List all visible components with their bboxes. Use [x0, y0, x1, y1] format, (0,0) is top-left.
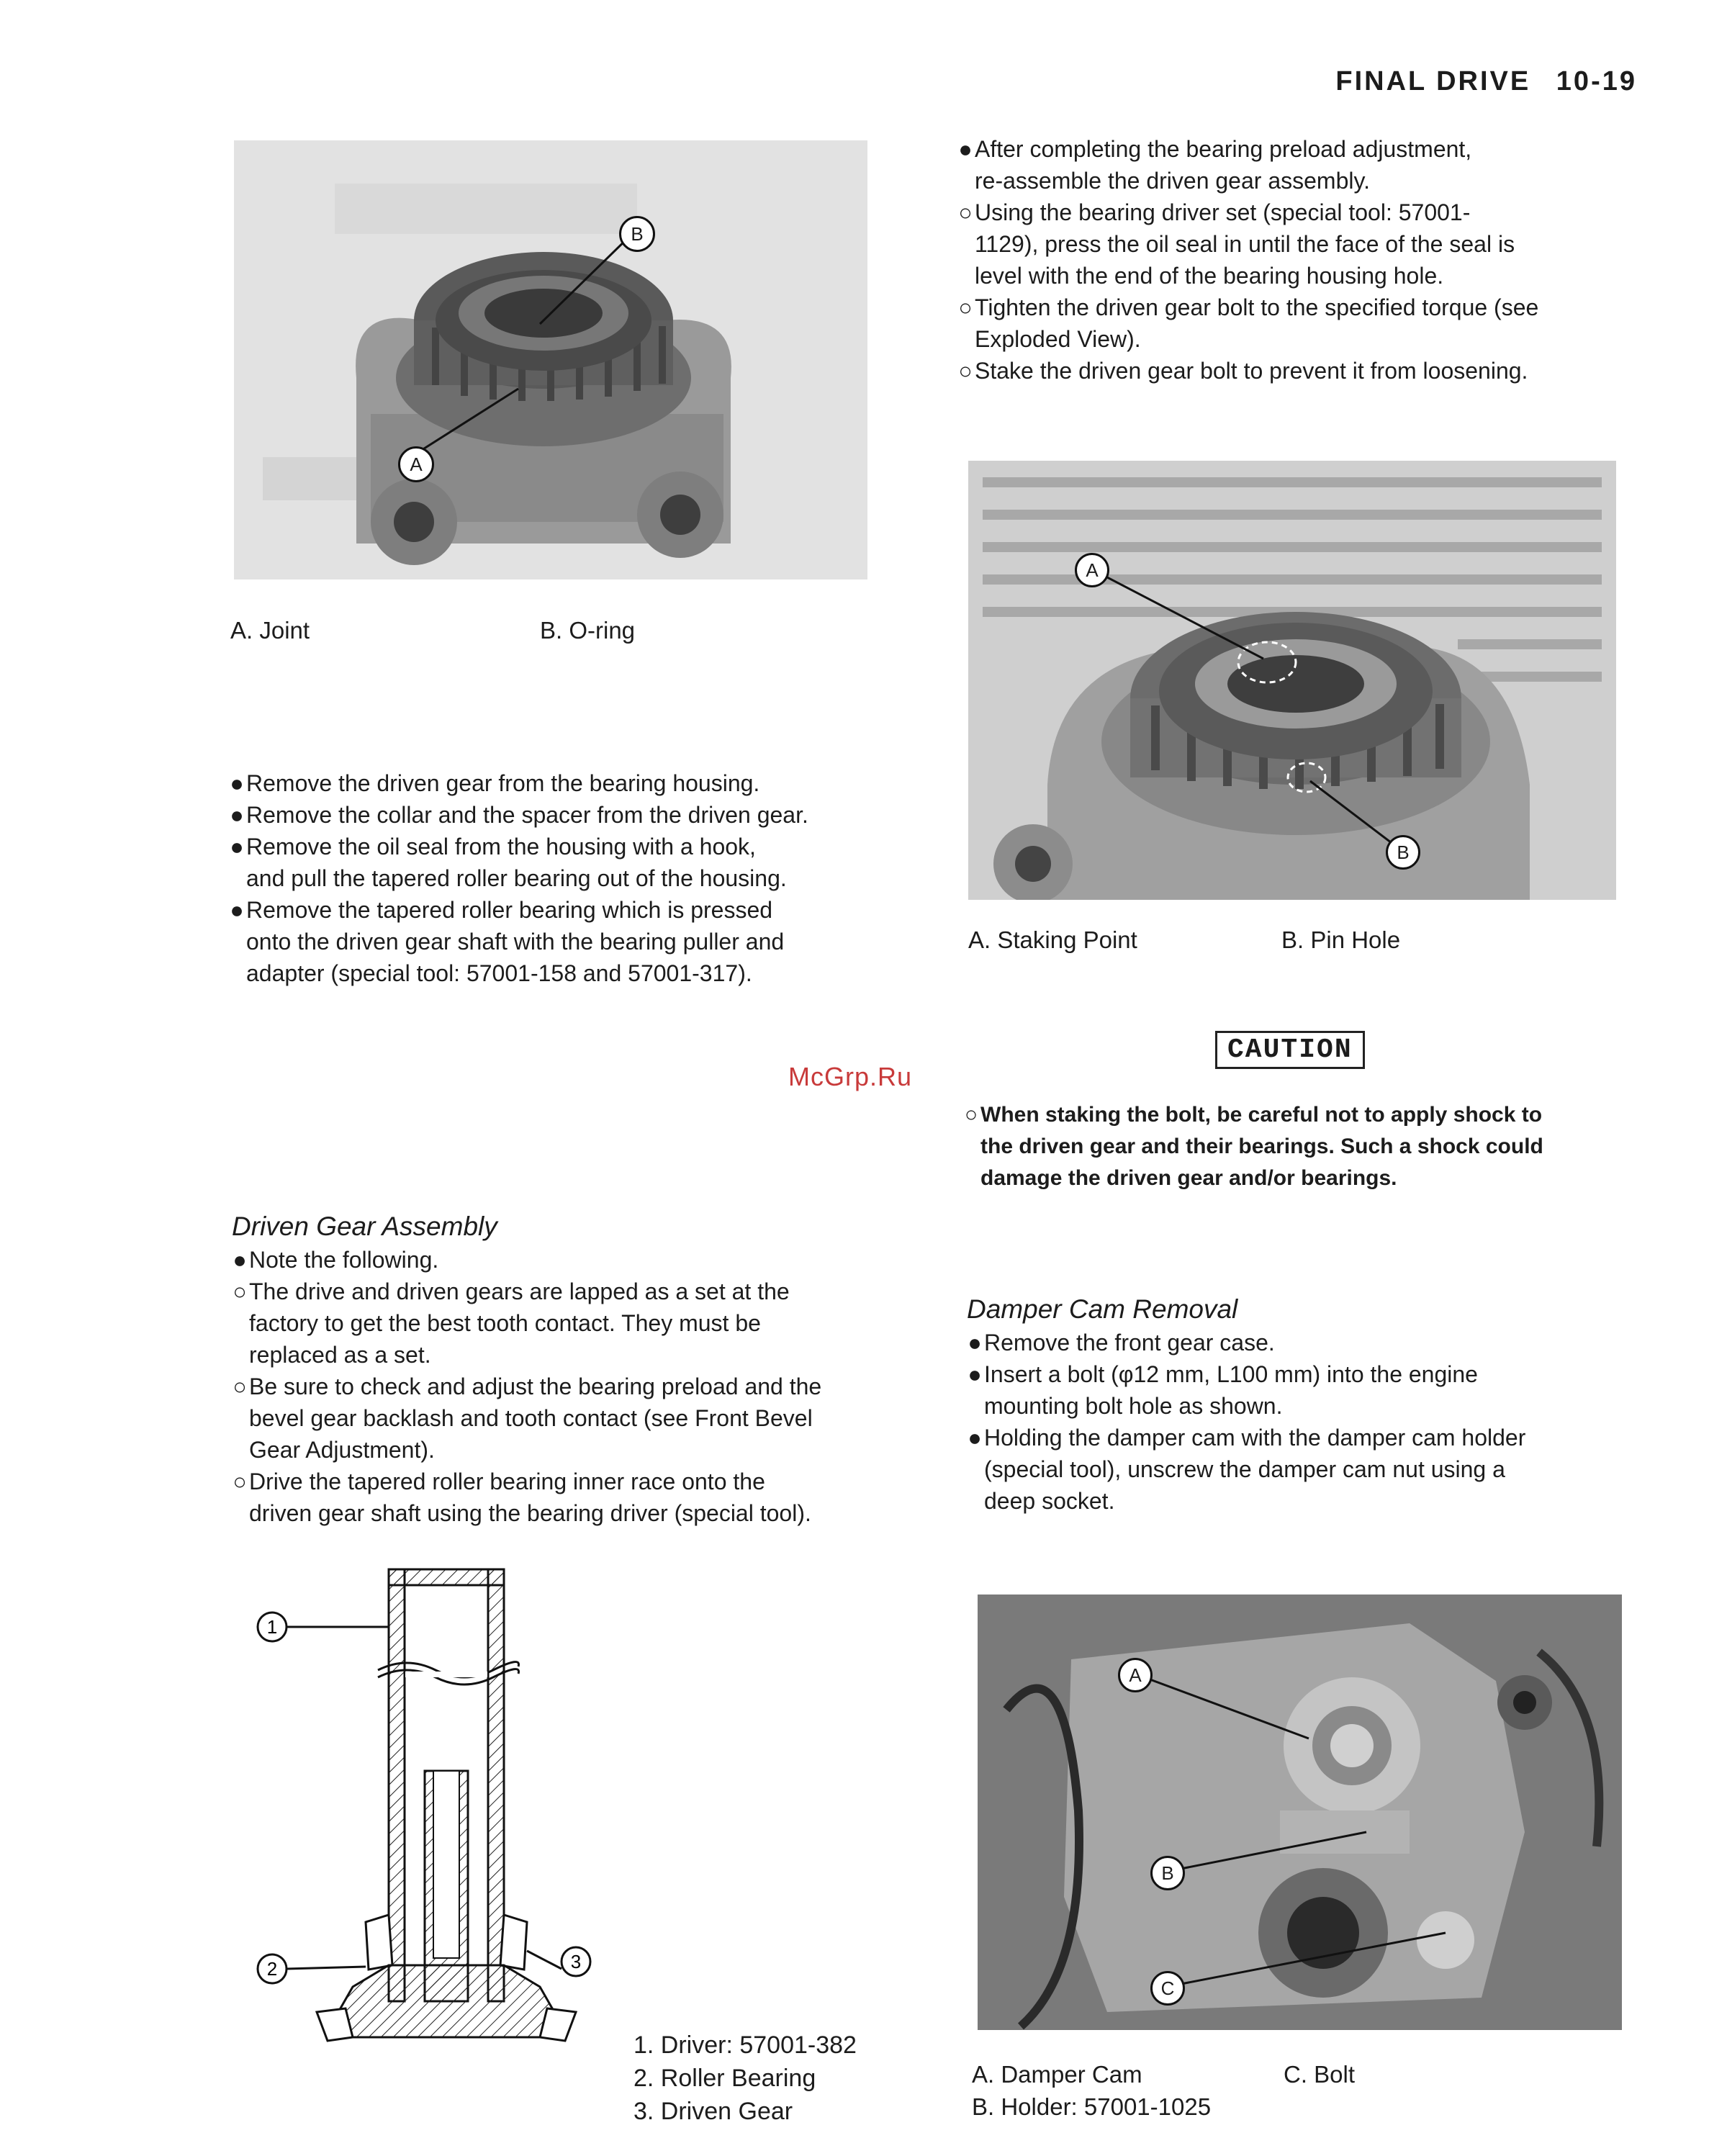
legend-item-2: 2. Roller Bearing — [633, 2065, 816, 2092]
reassembly-step: ○ Using the bearing driver set (special tool: 57001- 1129), press the oil seal in until the face of the seal is level with the end of the bearing housing hole. — [958, 199, 1515, 289]
section-title: FINAL DRIVE — [1335, 66, 1531, 96]
page-number: 10-19 — [1556, 66, 1637, 96]
callout-a: A — [1118, 1658, 1153, 1692]
assembly-step: ○ The drive and driven gears are lapped as a set at the factory to get the best tooth contact. They must be replaced as a set. — [233, 1278, 790, 1368]
figure-joint-oring-art — [234, 140, 867, 579]
diagram-callout-2: 2 — [266, 1958, 278, 1980]
callout-b: B — [619, 216, 655, 252]
assembly-heading: Driven Gear Assembly — [232, 1212, 497, 1241]
damper-section — [967, 1292, 1525, 1517]
legend-item-1: 1. Driver: 57001-382 — [633, 2031, 857, 2059]
removal-step: ● Remove the driven gear from the bearing housing. — [230, 770, 760, 796]
callout-b: B — [1386, 835, 1420, 870]
callout-b: B — [1150, 1856, 1185, 1890]
figure-staking-photo — [968, 461, 1616, 900]
figure3-caption-c: C. Bolt — [1284, 2061, 1356, 2088]
assembly-step: ○ Be sure to check and adjust the bearing preload and the bevel gear backlash and tooth contact (see Front Bevel Gear Adjustment). — [233, 1374, 822, 1463]
bearing-driver-diagram — [245, 1562, 605, 2066]
damper-heading: Damper Cam Removal — [967, 1294, 1238, 1324]
watermark: McGrp.Ru — [788, 1062, 913, 1091]
figure-damper-cam-art — [978, 1595, 1622, 2030]
figure-staking-art — [968, 461, 1616, 900]
figure2-caption-a: A. Staking Point — [968, 926, 1137, 953]
damper-step: ● Remove the front gear case. — [968, 1330, 1275, 1356]
diagram-callout-3: 3 — [570, 1951, 582, 1972]
assembly-step: ● Note the following. — [233, 1247, 439, 1273]
removal-step: ● Remove the tapered roller bearing which is pressed onto the driven gear shaft with the bearing puller and adapter (special tool: 57001-158 and 57001-317). — [230, 897, 785, 986]
figure-damper-cam-photo — [978, 1595, 1622, 2030]
caution-label: CAUTION — [1215, 1031, 1365, 1069]
reassembly-step: ○ Stake the driven gear bolt to prevent it from loosening. — [958, 358, 1528, 384]
figure1-caption-a: A. Joint — [230, 617, 310, 644]
removal-step: ● Remove the collar and the spacer from the driven gear. — [230, 802, 808, 828]
removal-step: ● Remove the oil seal from the housing with a hook, and pull the tapered roller bearing out of the housing. — [230, 834, 787, 891]
figure3-caption-b: B. Holder: 57001-1025 — [972, 2093, 1212, 2120]
assembly-section — [232, 1209, 821, 1529]
removal-steps — [229, 767, 808, 989]
diagram-callout-1: 1 — [266, 1616, 278, 1638]
page-header — [1335, 66, 1637, 97]
assembly-step: ○ Drive the tapered roller bearing inner race onto the driven gear shaft using the bearing driver (special tool). — [233, 1469, 811, 1526]
legend-item-3: 3. Driven Gear — [633, 2098, 793, 2125]
diagram-legend — [633, 2029, 857, 2128]
reassembly-step: ○ Tighten the driven gear bolt to the specified torque (see Exploded View). — [958, 294, 1539, 352]
callout-a: A — [398, 446, 434, 482]
reassembly-step: ● After completing the bearing preload adjustment, re-assemble the driven gear assembly. — [958, 136, 1472, 194]
figure3-caption-a: A. Damper Cam — [972, 2061, 1142, 2088]
callout-c: C — [1150, 1971, 1185, 2006]
callout-a: A — [1075, 553, 1109, 587]
figure-joint-oring-photo — [234, 140, 867, 579]
figure2-caption-b: B. Pin Hole — [1281, 926, 1401, 953]
figure1-caption-b: B. O-ring — [540, 617, 636, 644]
caution-text: ○ When staking the bolt, be careful not to apply shock to the driven gear and their bearings. Such a shock could damage the driven gear and/or bearings. — [964, 1103, 1543, 1190]
reassembly-steps — [957, 133, 1538, 387]
damper-step: ● Holding the damper cam with the damper cam holder (special tool), unscrew the damper cam nut using a deep socket. — [968, 1425, 1526, 1514]
damper-step: ● Insert a bolt (φ12 mm, L100 mm) into the engine mounting bolt hole as shown. — [968, 1361, 1478, 1419]
